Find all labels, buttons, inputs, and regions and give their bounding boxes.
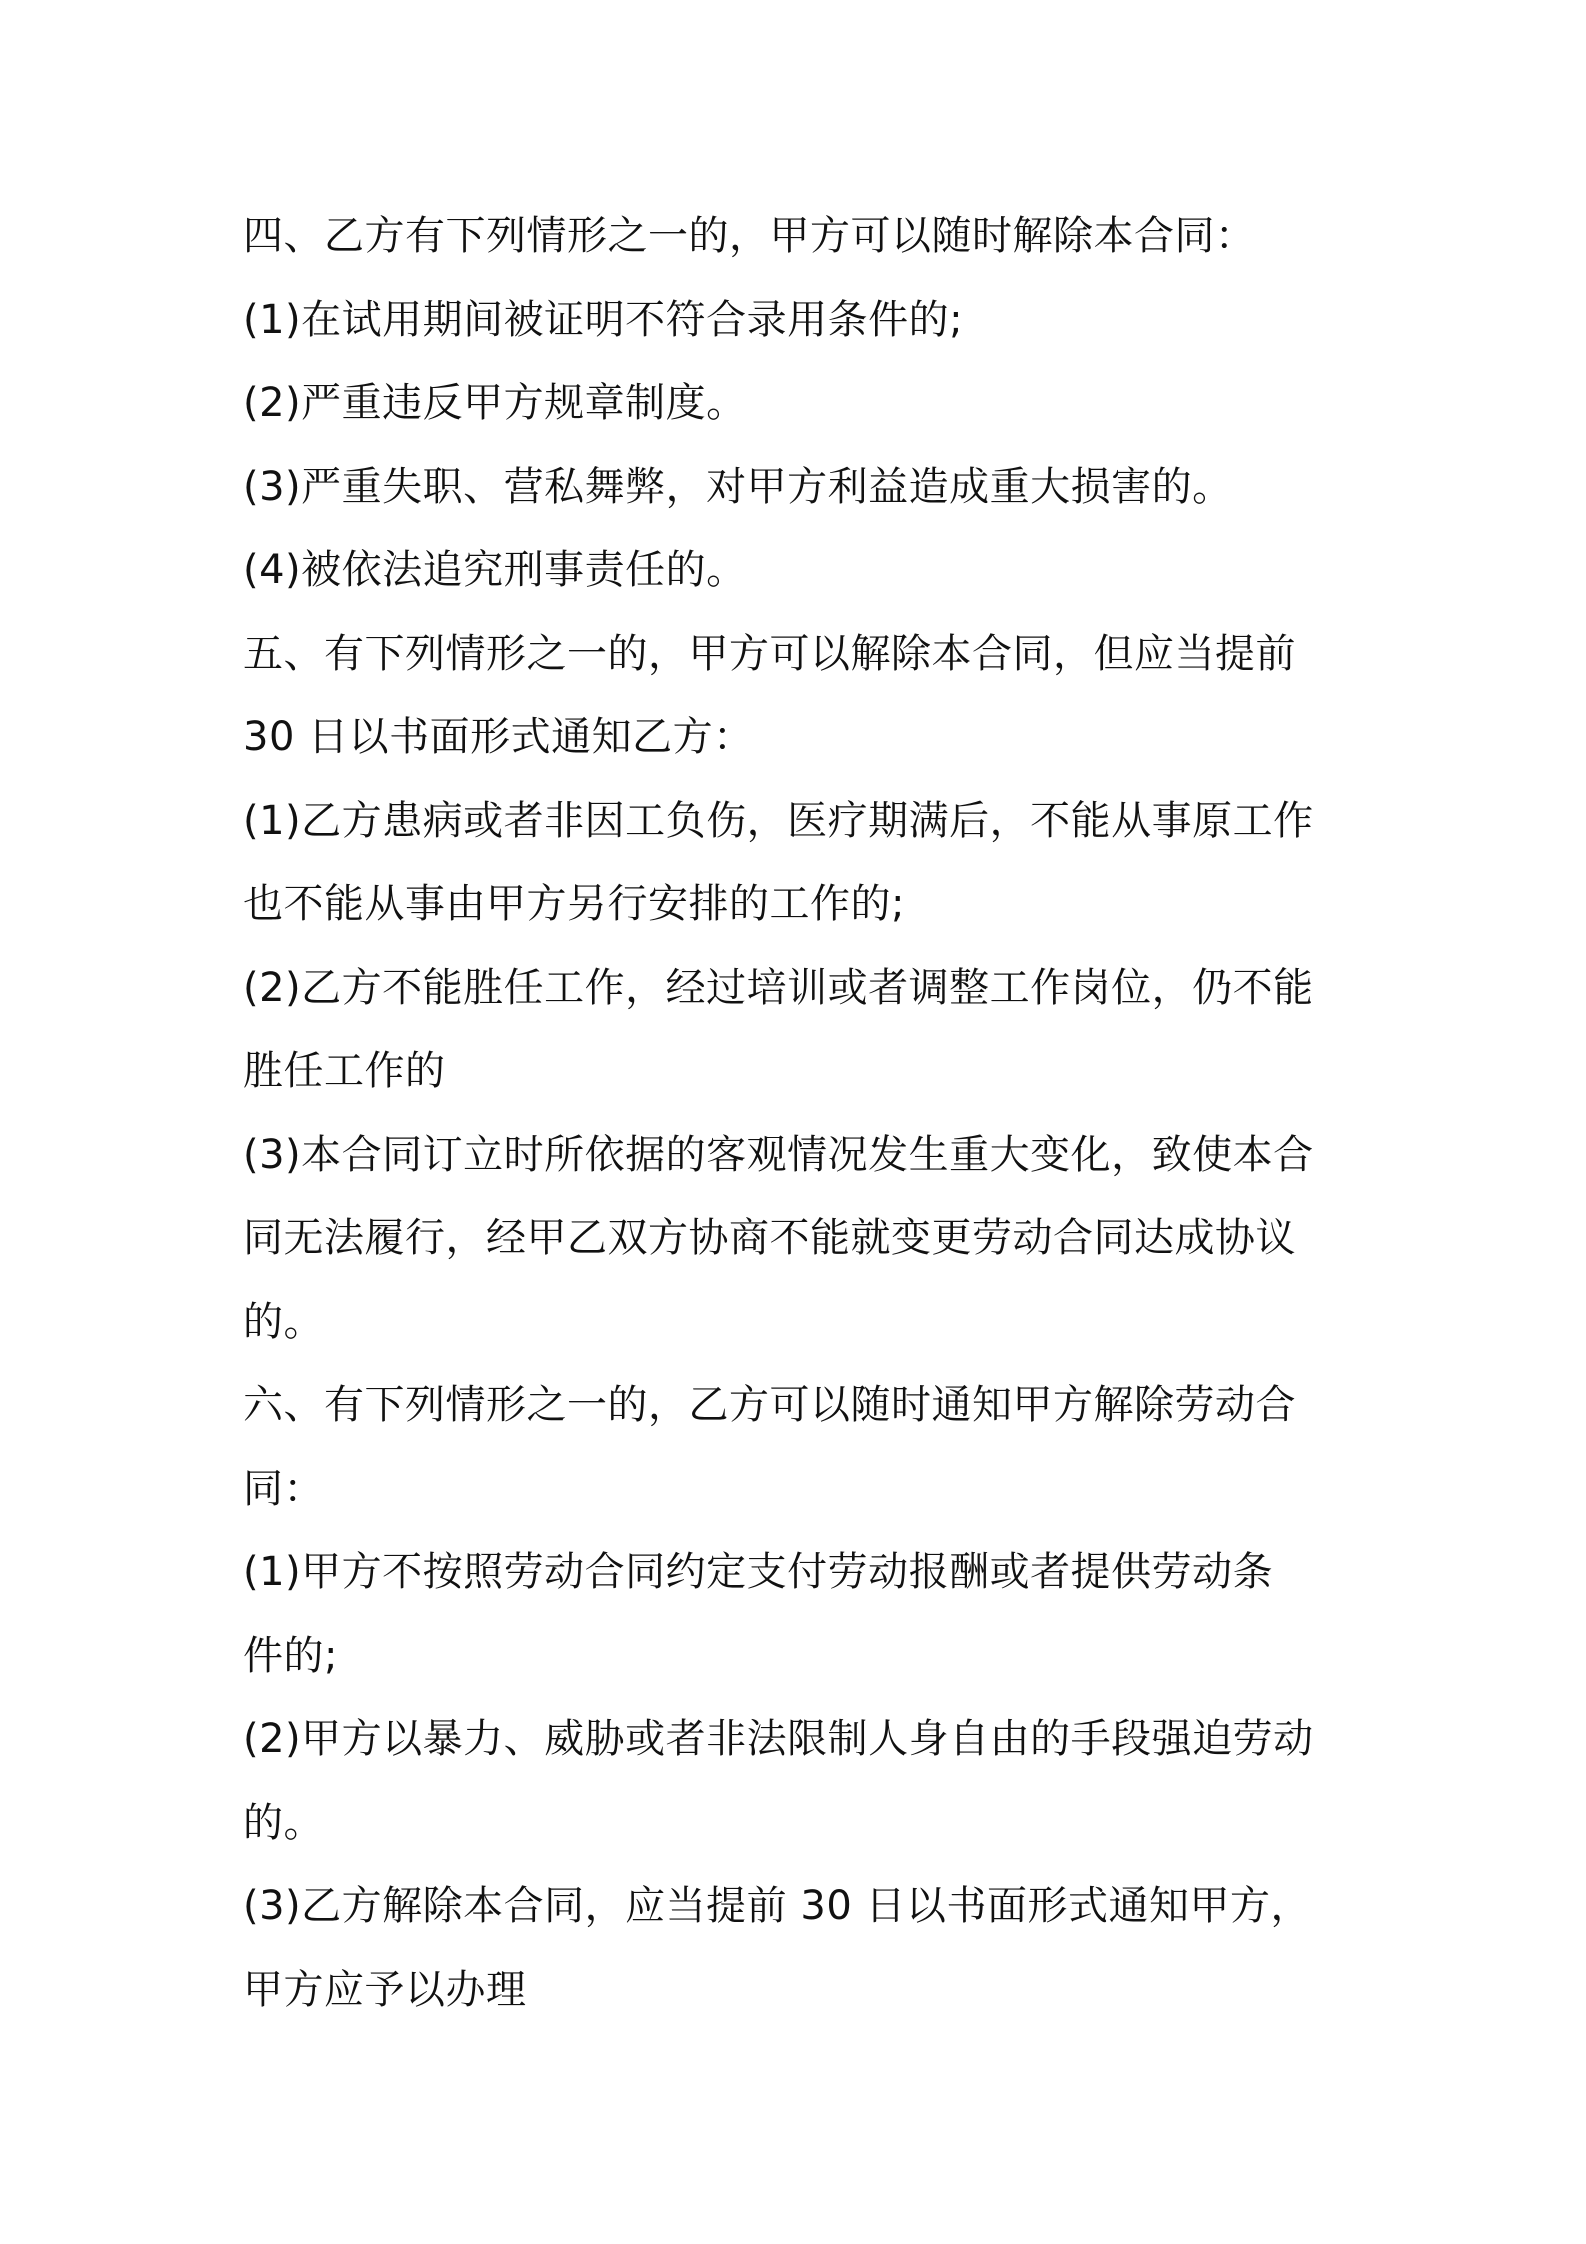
clause-4-item-4: [243, 529, 1363, 613]
clause-6-heading: [243, 1364, 1363, 1531]
text-line: (1)乙方患病或者非因工负伤，医疗期满后，不能从事原工作: [243, 797, 1314, 844]
text-line: (3)严重失职、营私舞弊，对甲方利益造成重大损害的。: [243, 463, 1233, 510]
clause-5-item-2: [243, 947, 1363, 1114]
clause-6-item-3: [243, 1865, 1363, 2032]
clause-6-item-2: [243, 1698, 1363, 1865]
text-line: 件的;: [243, 1632, 338, 1679]
text-line: (2)严重违反甲方规章制度。: [243, 380, 747, 426]
text-line: 30 日以书面形式通知乙方：: [243, 714, 754, 760]
text-line: 六、有下列情形之一的，乙方可以随时通知甲方解除劳动合: [243, 1382, 1296, 1428]
text-line: 甲方应予以办理: [243, 1966, 527, 2013]
text-line: (2)甲方以暴力、威胁或者非法限制人身自由的手段强迫劳动: [243, 1716, 1314, 1762]
text-line: (1)在试用期间被证明不符合录用条件的;: [243, 296, 964, 343]
text-line: 胜任工作的: [243, 1048, 446, 1094]
text-line: (2)乙方不能胜任工作，经过培训或者调整工作岗位，仍不能: [243, 964, 1314, 1011]
text-line: 五、有下列情形之一的，甲方可以解除本合同，但应当提前: [243, 630, 1296, 677]
text-line: 的。: [243, 1298, 324, 1345]
clause-5-heading: [243, 613, 1363, 780]
text-line: 同：: [243, 1465, 324, 1512]
clause-6-item-1: [243, 1531, 1363, 1698]
text-line: 四、乙方有下列情形之一的，甲方可以随时解除本合同：: [243, 213, 1256, 259]
clause-4-item-3: [243, 446, 1363, 530]
clause-4-heading: [243, 195, 1363, 279]
text-line: (1)甲方不按照劳动合同约定支付劳动报酬或者提供劳动条: [243, 1549, 1274, 1595]
text-line: (4)被依法追究刑事责任的。: [243, 547, 747, 593]
clause-5-item-3: [243, 1114, 1363, 1365]
text-line: 的。: [243, 1799, 324, 1846]
document-body: [243, 195, 1363, 2032]
text-line: 也不能从事由甲方另行安排的工作的;: [243, 881, 905, 927]
clause-5-item-1: [243, 780, 1363, 947]
text-line: (3)本合同订立时所依据的客观情况发生重大变化，致使本合: [243, 1131, 1314, 1178]
clause-4-item-2: [243, 362, 1363, 446]
text-line: 同无法履行，经甲乙双方协商不能就变更劳动合同达成协议: [243, 1215, 1296, 1261]
text-line: (3)乙方解除本合同，应当提前 30 日以书面形式通知甲方，: [243, 1883, 1311, 1929]
clause-4-item-1: [243, 279, 1363, 363]
